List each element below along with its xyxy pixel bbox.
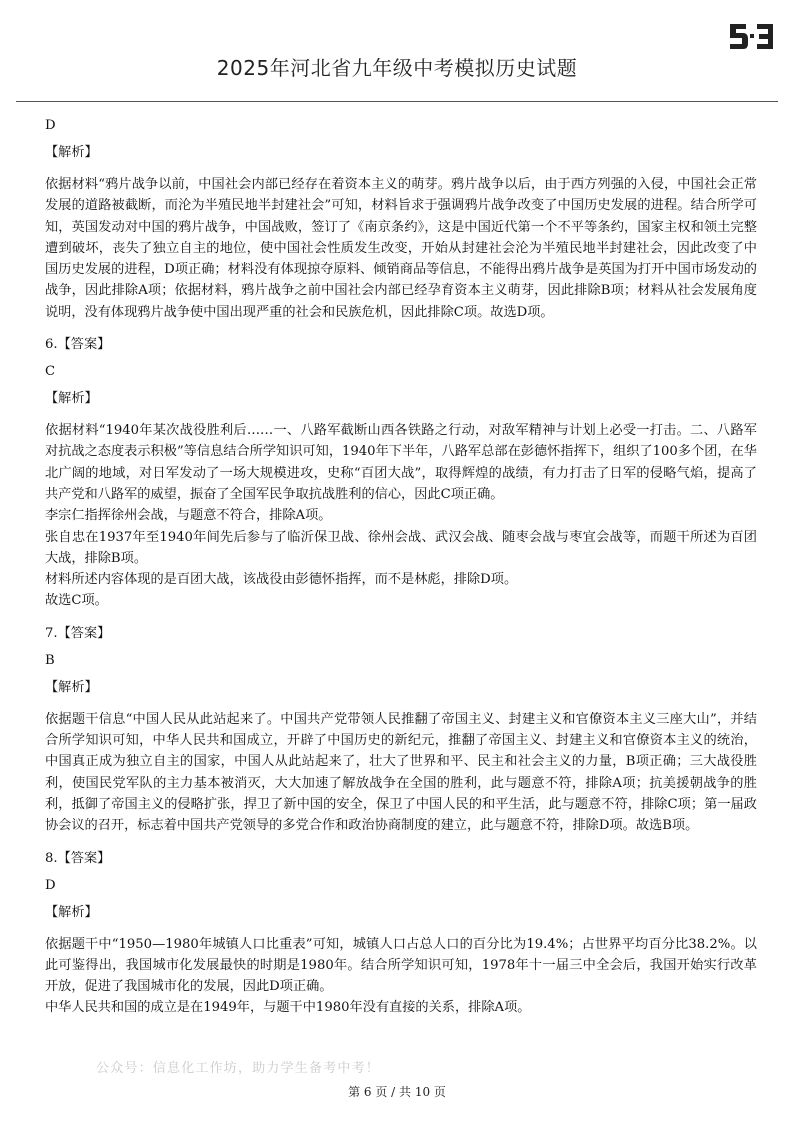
answer-7-value: B (45, 652, 55, 668)
analysis-6-text: 依据材料“1940年某次战役胜利后……一、八路军截断山西各铁路之行动，对敌军精神与计划上必受一打击。二、八路军对抗战之态度表示积极”等信息结合所学知识可知，1940年下半年，八路军总部在彭德怀指挥下，组织了100多个团，在华北广阔的地域，对日军发动了一场大规模进攻，史称“百团大战”，取得辉煌的战绩，有力打击了日军的侵略气焰，提高了共产党和八路军的威望，振奋了全国军民争取抗战胜利的信心，因此C项正确。 (45, 423, 757, 502)
question-7-answer-header: 7.【答案】 (45, 625, 111, 641)
analysis-8-text: 依据题干中“1950—1980年城镇人口比重表”可知，城镇人口占总人口的百分比为19.4%；占世界平均百分比38.2%。以此可鉴得出，我国城市化发展最快的时期是1980年。结合所学知识可知，1978年十一届三中全会后，我国开始实行改革开放，促进了我国城市化的发展，因此D项正确。 (45, 936, 757, 995)
page-number: 第 6 页 / 共 10 页 (348, 1085, 446, 1099)
publisher-logo (728, 20, 776, 52)
answer-8-value: D (45, 877, 56, 893)
analysis-6-text: 李宗仁指挥徐州会战，与题意不符合，排除A项。 (45, 508, 332, 524)
question-6-answer-header: 6.【答案】 (45, 337, 111, 353)
analysis-6-text: 故选C项。 (45, 593, 108, 609)
analysis-7-label: 【解析】 (45, 679, 98, 695)
watermark: 公众号：信息化工作坊，助力学生备考中考！ (96, 1061, 381, 1076)
document-body (45, 112, 757, 1019)
analysis-7-text: 依据题干信息“中国人民从此站起来了。中国共产党带领人民推翻了帝国主义、封建主义和官僚资本主义三座大山”，并结合所学知识可知，中华人民共和国成立，开辟了中国历史的新纪元，推翻了帝国主义、封建主义和官僚资本主义的统治，中国真正成为独立自主的国家，中国人从此站起来了，壮大了世界和平、民主和社会主义的力量，B项正确；三大战役胜利，使国民党军队的主力基本被消灭，大大加速了解放战争在全国的胜利，此与题意不符，排除A项；抗美援朝战争的胜利，抵御了帝国主义的侵略扩张，捍卫了新中国的安全，保卫了中国人民的和平生活，此与题意不符，排除C项；第一届政协会议的召开，标志着中国共产党领导的多党合作和政治协商制度的建立，此与题意不符，排除D项。故选B项。 (45, 711, 757, 834)
analysis-6-text: 张自忠在1937年至1940年间先后参与了临沂保卫战、徐州会战、武汉会战、随枣会战与枣宜会战等，而题干所述为百团大战，排除B项。 (45, 529, 757, 566)
question-8-answer-header: 8.【答案】 (45, 850, 111, 866)
analysis-5-label: 【解析】 (45, 145, 98, 160)
header-divider (16, 101, 778, 102)
analysis-6-text: 材料所述内容体现的是百团大战，该战役由彭德怀指挥，而不是林彪，排除D项。 (45, 572, 518, 588)
answer-6-value: C (45, 364, 56, 380)
analysis-8-text: 中华人民共和国的成立是在1949年，与题干中1980年没有直接的关系，排除A项。 (45, 1000, 531, 1016)
page-title: 2025年河北省九年级中考模拟历史试题 (216, 56, 578, 80)
analysis-6-label: 【解析】 (45, 391, 98, 407)
analysis-5-text: 依据材料“鸦片战争以前，中国社会内部已经存在着资本主义的萌芽。鸦片战争以后，由于西方列强的入侵，中国社会正常发展的道路被截断，而沦为半殖民地半封建社会”可知，材料旨求于强调鸦片战争改变了中国历史发展的进程。结合所学可知，英国发动对中国的鸦片战争，中国战败，签订了《南京条约》，这是中国近代第一个不平等条约，国家主权和领土完整遭到破坏，丧失了独立自主的地位，使中国社会性质发生改变，开始从封建社会沦为半殖民地半封建社会，因此改变了中国历史发展的进程，D项正确；材料没有体现掠夺原料、倾销商品等信息，不能得出鸦片战争是英国为打开中国市场发动的战争，因此排除A项；依据材料，鸦片战争之前中国社会内部已经孕育资本主义萌芽，因此排除B项；材料从社会发展角度说明，没有体现鸦片战争使中国出现严重的社会和民族危机，因此排除C项。故选D项。 (45, 177, 757, 320)
analysis-8-label: 【解析】 (45, 904, 98, 920)
answer-5-value: D (45, 118, 56, 133)
